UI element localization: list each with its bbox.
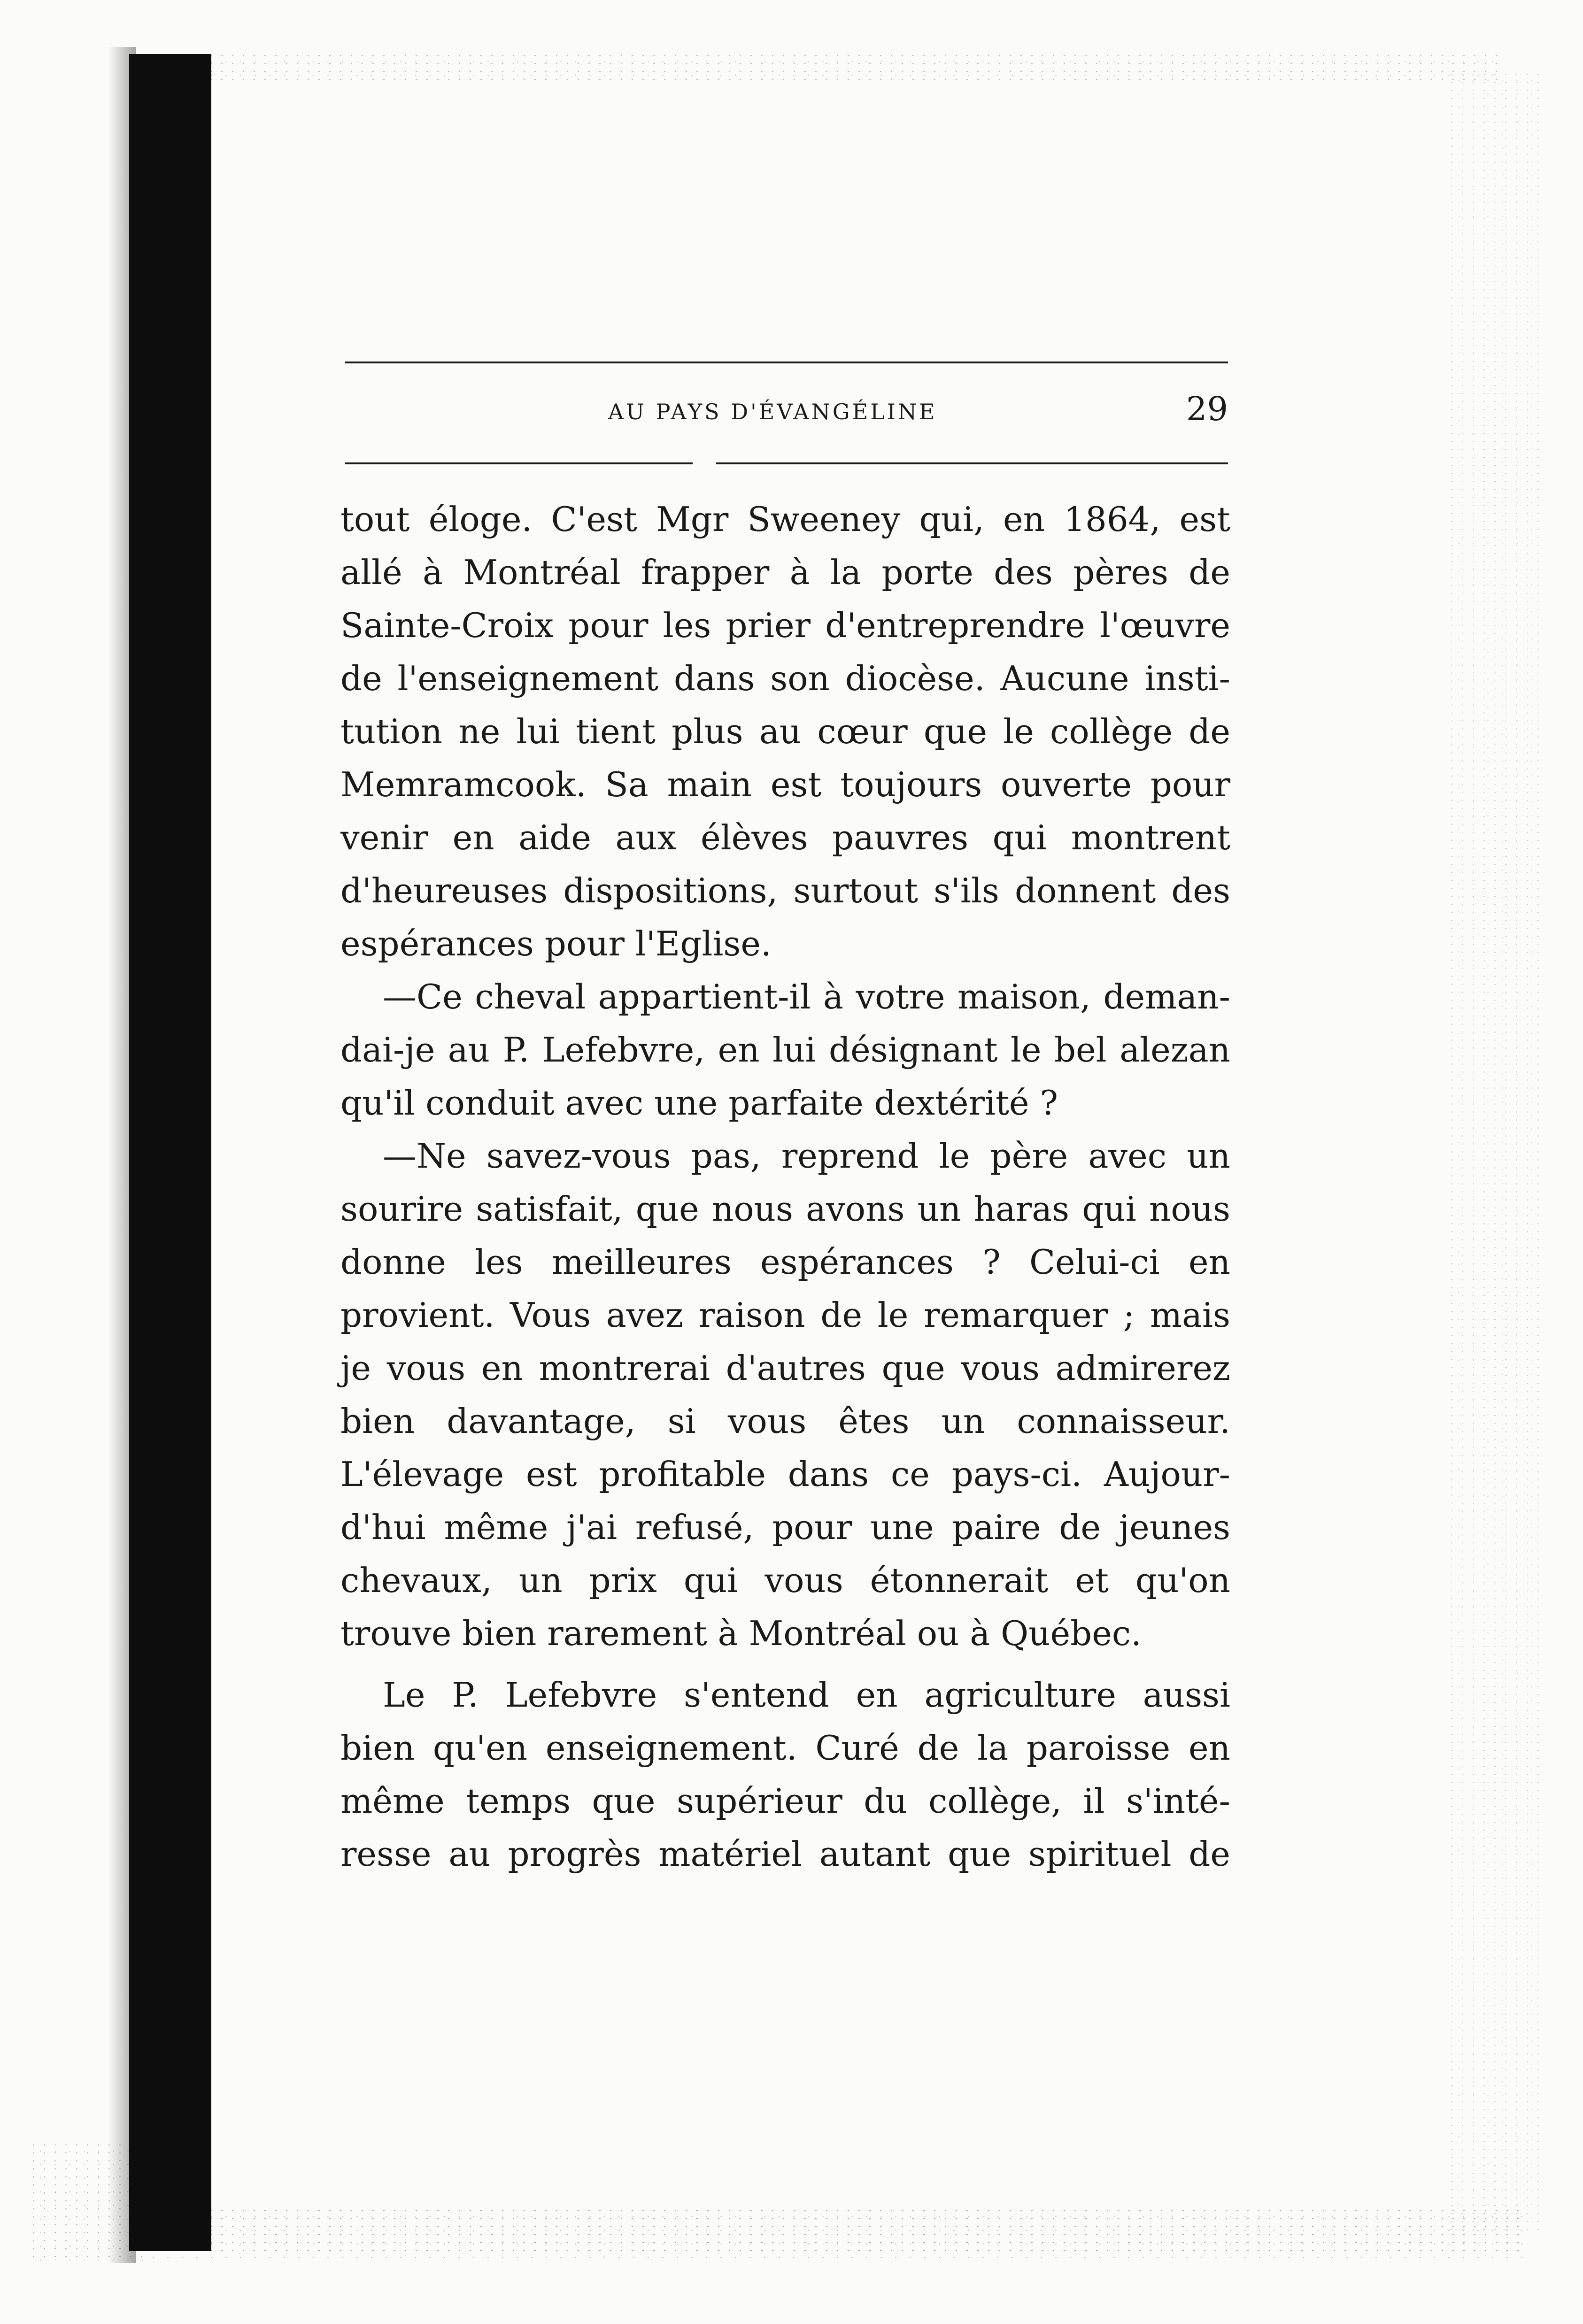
- text-line: d'hui même j'ai refusé, pour une paire de jeunes: [340, 1508, 1230, 1547]
- scan-noise-right: [1446, 70, 1540, 2230]
- header-rule-top: [345, 362, 1228, 363]
- text-line: L'élevage est profitable dans ce pays-ci. Aujour-: [340, 1454, 1230, 1494]
- text-line: je vous en montrerai d'autres que vous admirerez: [340, 1348, 1230, 1388]
- header-rule-bottom-right: [716, 462, 1228, 464]
- text-line: donne les meilleures espérances ? Celui-ci en: [340, 1242, 1230, 1282]
- text-line: trouve bien rarement à Montréal ou à Québec.: [340, 1614, 1142, 1653]
- header-rule-bottom-left: [345, 462, 693, 464]
- text-line: d'heureuses dispositions, surtout s'ils donnent des: [340, 871, 1230, 910]
- text-line: chevaux, un prix qui vous étonnerait et qu'on: [340, 1561, 1230, 1600]
- running-title: AU PAYS D'ÉVANGÉLINE: [608, 399, 937, 424]
- text-line: de l'enseignement dans son diocèse. Aucune insti-: [340, 659, 1230, 698]
- text-line: tution ne lui tient plus au cœur que le collège de: [340, 712, 1230, 751]
- book-binding-edge: [129, 54, 211, 2251]
- text-line: provient. Vous avez raison de le remarquer ; mais: [340, 1295, 1230, 1335]
- text-line: Le P. Lefebvre s'entend en agriculture aussi: [383, 1675, 1230, 1715]
- text-line: Sainte-Croix pour les prier d'entreprendre l'œuvre: [340, 606, 1230, 645]
- text-line: même temps que supérieur du collège, il s'inté-: [340, 1781, 1230, 1821]
- text-line: qu'il conduit avec une parfaite dextérité ?: [340, 1083, 1058, 1123]
- text-line: —Ne savez-vous pas, reprend le père avec un: [383, 1136, 1230, 1176]
- page-header: [345, 390, 1228, 441]
- paragraph-gap: [340, 1660, 1230, 1669]
- text-line: dai-je au P. Lefebvre, en lui désignant le bel alezan: [340, 1030, 1230, 1070]
- text-line: bien qu'en enseignement. Curé de la paroisse en: [340, 1728, 1230, 1768]
- text-line: allé à Montréal frapper à la porte des pères de: [340, 553, 1230, 592]
- text-line: espérances pour l'Eglise.: [340, 924, 772, 963]
- scan-noise-bottom: [141, 2207, 1526, 2258]
- text-line: venir en aide aux élèves pauvres qui montrent: [340, 818, 1230, 857]
- scan-noise-top: [141, 52, 1503, 80]
- text-line: Memramcook. Sa main est toujours ouverte pour: [340, 765, 1230, 804]
- body-text: [340, 493, 1230, 1881]
- text-line: tout éloge. C'est Mgr Sweeney qui, en 1864, est: [340, 500, 1230, 539]
- text-line: bien davantage, si vous êtes un connaisseur.: [340, 1401, 1230, 1441]
- text-line: resse au progrès matériel autant que spirituel de: [340, 1834, 1230, 1874]
- text-line: sourire satisfait, que nous avons un haras qui nous: [340, 1189, 1230, 1229]
- text-line: —Ce cheval appartient-il à votre maison, deman-: [383, 977, 1230, 1016]
- page-number: 29: [1186, 390, 1228, 428]
